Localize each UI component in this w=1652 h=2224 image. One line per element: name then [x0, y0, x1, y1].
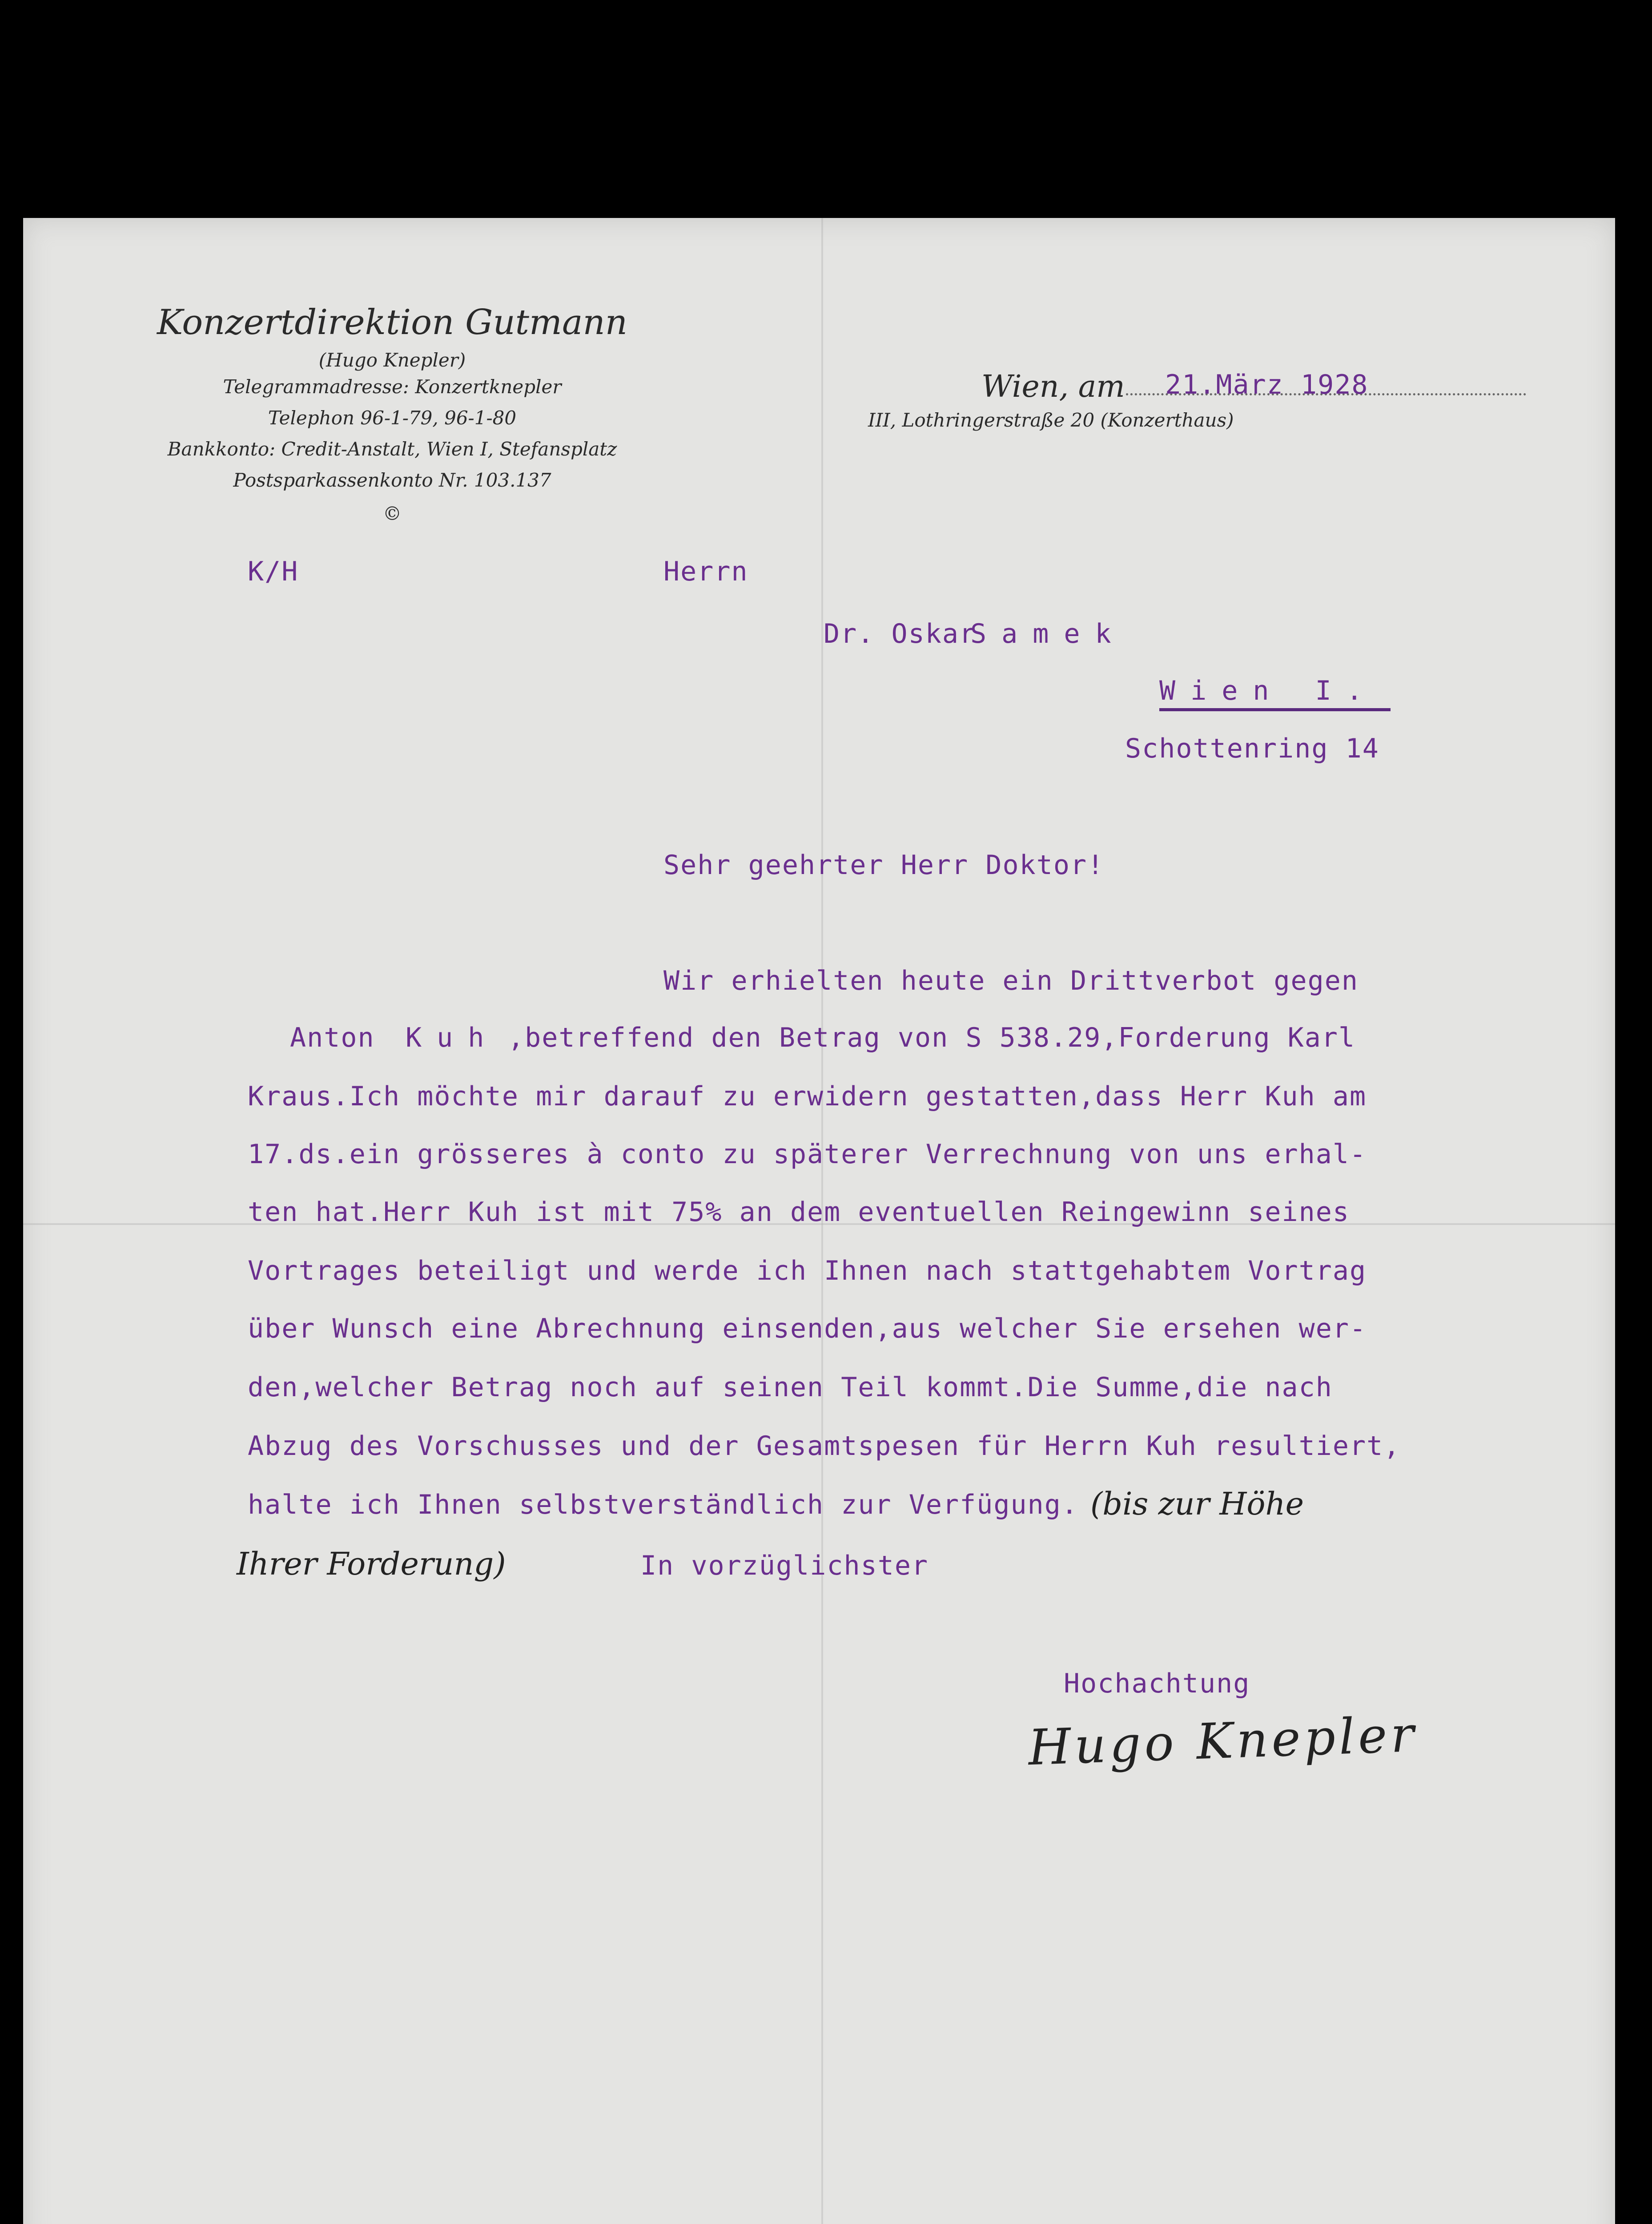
closing-line-1: In vorzüglichster	[640, 1550, 929, 1581]
letter-date: 21.März 1928	[1165, 369, 1369, 400]
closing-line-2: Hochachtung	[1064, 1668, 1250, 1699]
body-line-3: Kraus.Ich möchte mir darauf zu erwidern gestatten,dass Herr Kuh am	[248, 1081, 1367, 1112]
body-line-7: über Wunsch eine Abrechnung einsenden,aus welcher Sie ersehen wer-	[248, 1313, 1367, 1344]
reference-code: K/H	[248, 556, 299, 587]
letterhead-telegram: Telegrammadresse: Konzertknepler	[223, 376, 562, 398]
body-line-10: halte ich Ihnen selbstverständlich zur Verfügung.	[248, 1489, 1079, 1520]
body-line-1: Wir erhielten heute ein Drittverbot gegen	[663, 965, 1359, 996]
body-line-5: ten hat.Herr Kuh ist mit 75% an dem eventuellen Reingewinn seines	[248, 1197, 1350, 1228]
letterhead-owner: (Hugo Knepler)	[318, 349, 466, 371]
handwritten-addition-2: Ihrer Forderung)	[237, 1546, 506, 1582]
recipient-street: Schottenring 14	[1125, 733, 1379, 764]
place-label: Wien, am	[981, 369, 1125, 404]
body-line-6: Vortrages beteiligt und werde ich Ihnen nach stattgehabtem Vortrag	[248, 1255, 1367, 1286]
recipient-name: Dr. Oskar	[824, 618, 977, 649]
body-line-4: 17.ds.ein grösseres à conto zu späterer Verrechnung von uns erhal-	[248, 1139, 1367, 1170]
body-line-2-rest: ,betreffend den Betrag von S 538.29,Forderung Karl	[508, 1022, 1356, 1053]
handwritten-addition-1: (bis zur Höhe	[1090, 1486, 1304, 1522]
greeting: Sehr geehrter Herr Doktor!	[663, 850, 1105, 881]
letterhead-company: Konzertdirektion Gutmann	[157, 302, 627, 342]
letterhead-postal: Postsparkassenkonto Nr. 103.137	[233, 469, 551, 491]
letterhead-mark: ©	[383, 503, 402, 524]
letterhead-address: III, Lothringerstraße 20 (Konzerthaus)	[868, 409, 1234, 431]
recipient-surname: Samek	[970, 618, 1126, 649]
letterhead-bank: Bankkonto: Credit-Anstalt, Wien I, Stefansplatz	[167, 438, 617, 460]
body-line-2-name: Anton	[290, 1022, 375, 1053]
recipient-salutation: Herrn	[663, 556, 748, 587]
recipient-city: Wien I.	[1159, 675, 1391, 711]
letter-paper	[23, 218, 1615, 2224]
signature: Hugo Knepler	[1027, 1705, 1419, 1777]
letterhead-telephone: Telephon 96-1-79, 96-1-80	[268, 407, 517, 429]
body-line-2-surname: Kuh	[406, 1022, 499, 1053]
body-line-8: den,welcher Betrag noch auf seinen Teil kommt.Die Summe,die nach	[248, 1372, 1333, 1403]
body-line-9: Abzug des Vorschusses und der Gesamtspesen für Herrn Kuh resultiert,	[248, 1430, 1401, 1462]
